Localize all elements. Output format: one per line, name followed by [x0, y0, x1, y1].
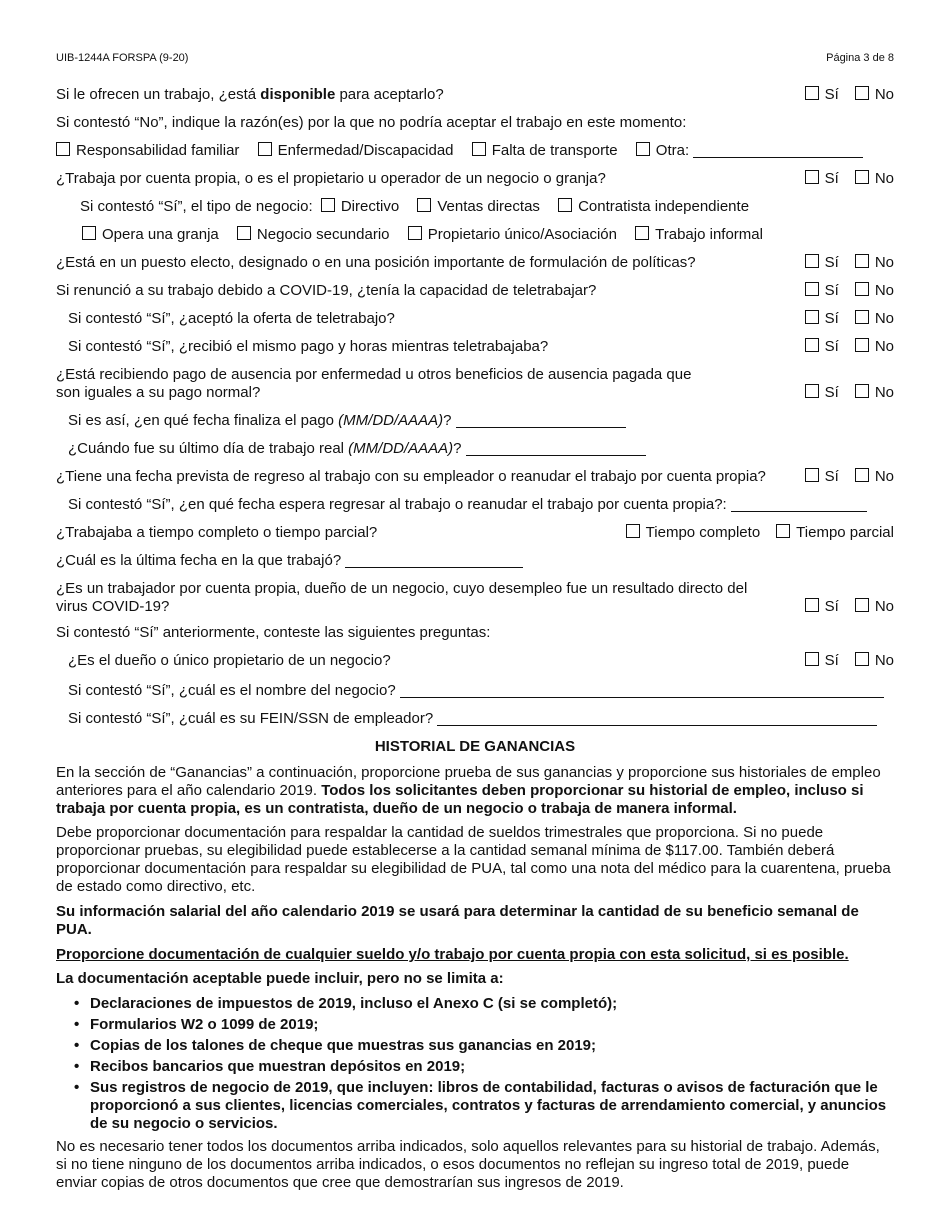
checkbox-no[interactable]: [855, 170, 869, 184]
question-full-part: ¿Trabajaba a tiempo completo o tiempo parcial?: [56, 524, 378, 541]
question-self-employed: ¿Trabaja por cuenta propia, o es el propietario u operador de un negocio o granja?: [56, 170, 606, 187]
documents-list: [56, 995, 894, 1136]
list-item: • Recibos bancarios que muestran depósitos en 2019;: [90, 1058, 894, 1076]
checkbox-no[interactable]: [855, 468, 869, 482]
question-fein: Si contestó “Sí”, ¿cuál es su FEIN/SSN de empleador?: [68, 710, 894, 728]
checkbox-other[interactable]: [636, 142, 650, 156]
checkbox-secondary[interactable]: [237, 226, 251, 240]
paragraph-provide-docs: Proporcione documentación de cualquier sueldo y/o trabajo por cuenta propia con esta solicitud, si es posible.: [56, 946, 849, 963]
full-part-options: Tiempo completo Tiempo parcial: [626, 524, 894, 541]
form-id: UIB-1244A FORSPA (9-20): [56, 52, 189, 64]
question-available: Si le ofrecen un trabajo, ¿está disponible para aceptarlo?: [56, 86, 444, 103]
question-if-yes: Si contestó “Sí” anteriormente, conteste las siguientes preguntas:: [56, 624, 491, 641]
paragraph-documentation: Debe proporcionar documentación para respaldar la cantidad de sueldos trimestrales que proporciona. Si no puede proporcionar pruebas, su elegibilidad puede establecerse a la cantidad semanal mínima de $117.00. También deberá proporcionar documentación para respaldar su elegibilidad de PUA, tal como una nota del médico para la cuarentena, prueba de estado como directivo, etc.: [56, 824, 891, 895]
question-owner: ¿Es el dueño o único propietario de un negocio?: [68, 652, 391, 669]
checkbox-no[interactable]: [855, 384, 869, 398]
question-telework-accepted: Si contestó “Sí”, ¿aceptó la oferta de teletrabajo?: [68, 310, 395, 327]
checkbox-no[interactable]: [855, 338, 869, 352]
question-sick-pay: ¿Está recibiendo pago de ausencia por enfermedad u otros beneficios de ausencia pagada que: [56, 366, 692, 383]
checkbox-yes[interactable]: [805, 282, 819, 296]
yes-no-self-employed: Sí No: [789, 170, 894, 187]
other-field[interactable]: [693, 143, 863, 158]
business-name-field[interactable]: [400, 683, 884, 698]
checkbox-contractor[interactable]: [558, 198, 572, 212]
checkbox-no[interactable]: [855, 598, 869, 612]
checkbox-directivo[interactable]: [321, 198, 335, 212]
page-number: Página 3 de 8: [826, 52, 894, 64]
checkbox-no[interactable]: [855, 86, 869, 100]
yes-no-telework: Sí No: [789, 282, 894, 299]
expected-return-field[interactable]: [731, 497, 867, 512]
checkbox-full-time[interactable]: [626, 524, 640, 538]
checkbox-yes[interactable]: [805, 310, 819, 324]
paragraph-wage-info: Su información salarial del año calendario 2019 se usará para determinar la cantidad de su beneficio semanal de PUA.: [56, 903, 859, 938]
last-worked-field[interactable]: [345, 553, 523, 568]
checkbox-direct-sales[interactable]: [417, 198, 431, 212]
checkbox-no[interactable]: [855, 310, 869, 324]
checkbox-illness[interactable]: [258, 142, 272, 156]
paragraph-earnings: En la sección de “Ganancias” a continuación, proporcione prueba de sus ganancias y proporcione sus historiales de empleo anteriores para el año calendario 2019. Todos los solicitantes deben proporcionar su historial de empleo, incluso si trabaja por cuenta propia, es un contratista, dueño de un negocio o trabaja de manera informal.: [56, 764, 881, 817]
list-item: • Copias de los talones de cheque que muestras sus ganancias en 2019;: [90, 1037, 894, 1055]
checkbox-yes[interactable]: [805, 170, 819, 184]
yes-no-elected: Sí No: [789, 254, 894, 271]
checkbox-yes[interactable]: [805, 254, 819, 268]
question-reason: Si contestó “No”, indique la razón(es) por la que no podría aceptar el trabajo en este momento:: [56, 114, 687, 131]
question-telework-pay: Si contestó “Sí”, ¿recibió el mismo pago y horas mientras teletrabajaba?: [68, 338, 549, 355]
paragraph-closing: No es necesario tener todos los documentos arriba indicados, solo aquellos relevantes para su historial de trabajo. Además, si no tiene ninguno de los documentos arriba indicados, o esos documentos no reflejan su ingreso total de 2019, puede enviar copias de otros documentos que cree que demostrarían sus ingresos de 2019.: [56, 1138, 880, 1191]
question-return-date: ¿Tiene una fecha prevista de regreso al trabajo con su empleador o reanudar el trabajo por cuenta propia?: [56, 468, 766, 485]
question-business-name: Si contestó “Sí”, ¿cuál es el nombre del negocio?: [68, 682, 894, 700]
yes-no-sick-pay: Sí No: [789, 384, 894, 401]
checkbox-transport[interactable]: [472, 142, 486, 156]
question-pay-end-date: Si es así, ¿en qué fecha finaliza el pago (MM/DD/AAAA)?: [68, 412, 894, 430]
list-item: • Sus registros de negocio de 2019, que incluyen: libros de contabilidad, facturas o avisos de facturación que le proporcionó a sus clientes, licencias comerciales, contratos y facturas de arrendamiento comercial, y anuncios de su negocio o servicios.: [90, 1079, 894, 1133]
checkbox-no[interactable]: [855, 652, 869, 666]
reason-options: Responsabilidad familiar Enfermedad/Discapacidad Falta de transporte Otra:: [56, 142, 894, 160]
checkbox-family[interactable]: [56, 142, 70, 156]
checkbox-no[interactable]: [855, 282, 869, 296]
last-day-field[interactable]: [466, 441, 646, 456]
checkbox-yes[interactable]: [805, 338, 819, 352]
question-elected: ¿Está en un puesto electo, designado o en una posición importante de formulación de políticas?: [56, 254, 696, 271]
fein-field[interactable]: [437, 711, 877, 726]
checkbox-farm[interactable]: [82, 226, 96, 240]
business-type-row1: Si contestó “Sí”, el tipo de negocio: Directivo Ventas directas Contratista independiente: [80, 198, 750, 215]
yes-no-telework-accepted: Sí No: [789, 310, 894, 327]
business-type-row2: Opera una granja Negocio secundario Propietario único/Asociación Trabajo informal: [82, 226, 894, 244]
question-telework: Si renunció a su trabajo debido a COVID-19, ¿tenía la capacidad de teletrabajar?: [56, 282, 597, 299]
question-sick-pay-cont: son iguales a su pago normal?: [56, 384, 261, 401]
yes-no-return-date: Sí No: [789, 468, 894, 485]
question-covid-direct-cont: virus COVID-19?: [56, 598, 170, 615]
checkbox-no[interactable]: [855, 254, 869, 268]
checkbox-yes[interactable]: [805, 384, 819, 398]
list-item: • Declaraciones de impuestos de 2019, incluso el Anexo C (si se completó);: [90, 995, 894, 1013]
checkbox-sole-owner[interactable]: [408, 226, 422, 240]
yes-no-telework-pay: Sí No: [789, 338, 894, 355]
section-title: HISTORIAL DE GANANCIAS: [374, 738, 576, 755]
checkbox-yes[interactable]: [805, 86, 819, 100]
yes-no-covid-direct: Sí No: [789, 598, 894, 615]
checkbox-yes[interactable]: [805, 598, 819, 612]
list-item: • Formularios W2 o 1099 de 2019;: [90, 1016, 894, 1034]
checkbox-yes[interactable]: [805, 468, 819, 482]
checkbox-yes[interactable]: [805, 652, 819, 666]
question-last-worked: ¿Cuál es la última fecha en la que trabajó?: [56, 552, 894, 570]
checkbox-informal[interactable]: [635, 226, 649, 240]
pay-end-date-field[interactable]: [456, 413, 626, 428]
question-last-day: ¿Cuándo fue su último día de trabajo real (MM/DD/AAAA)?: [68, 440, 894, 458]
yes-no-owner: Sí No: [789, 652, 894, 669]
checkbox-part-time[interactable]: [776, 524, 790, 538]
question-covid-direct: ¿Es un trabajador por cuenta propia, dueño de un negocio, cuyo desempleo fue un resultado directo del: [56, 580, 748, 597]
question-expected-return: Si contestó “Sí”, ¿en qué fecha espera regresar al trabajo o reanudar el trabajo por cuenta propia?:: [68, 496, 894, 514]
yes-no-available: Sí No: [789, 86, 894, 103]
paragraph-acceptable: La documentación aceptable puede incluir, pero no se limita a:: [56, 970, 504, 987]
